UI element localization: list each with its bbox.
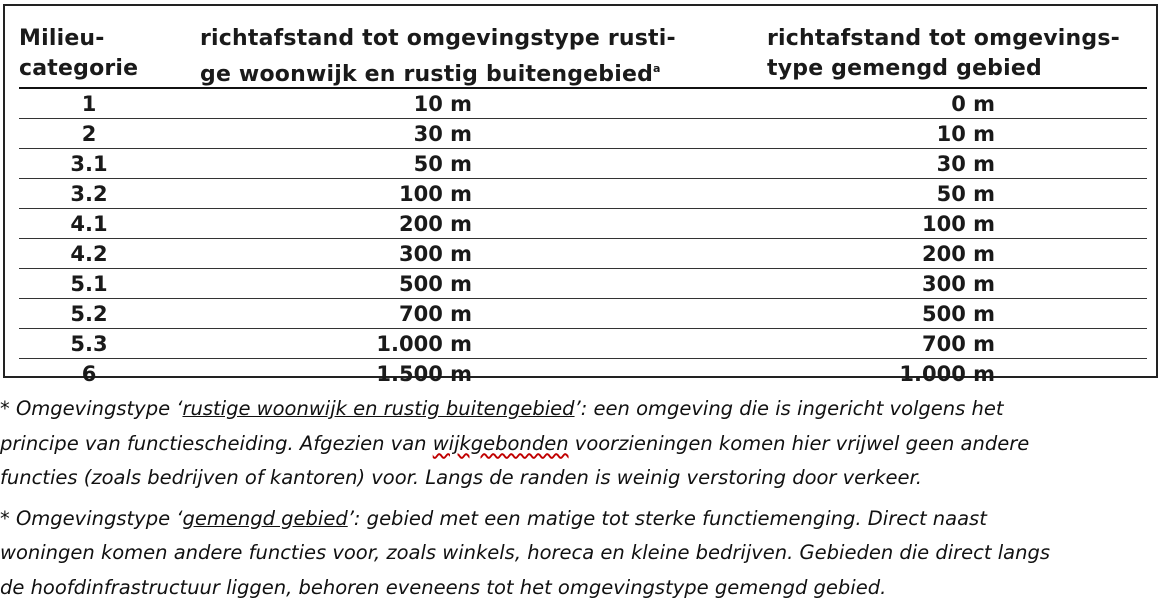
cell-rustig-distance: 50 m <box>413 152 472 176</box>
table-row <box>19 119 1147 149</box>
footnotes <box>0 392 1167 605</box>
note-gemengd <box>0 502 1167 606</box>
cell-milieucategorie: 3.2 <box>70 182 108 206</box>
spellcheck-word: wijkgebonden <box>432 431 569 455</box>
table-body <box>19 89 1147 388</box>
note-text: ’: gebied met een matige tot sterke functiemenging. Direct naast <box>347 506 987 530</box>
table-row <box>19 209 1147 239</box>
table-row <box>19 329 1147 359</box>
table-row <box>19 89 1147 119</box>
cell-gemengd-distance: 10 m <box>936 122 995 146</box>
header-line: type gemengd gebied <box>767 56 1042 81</box>
header-rustig-distance <box>200 24 676 90</box>
note-rustig <box>0 392 1167 496</box>
cell-rustig-distance: 1.000 m <box>376 332 472 356</box>
cell-milieucategorie: 5.3 <box>70 332 108 356</box>
table-row <box>19 359 1147 388</box>
cell-rustig-distance: 500 m <box>398 272 472 296</box>
table-row <box>19 149 1147 179</box>
note-term: rustige woonwijk en rustig buitengebied <box>182 397 575 420</box>
cell-milieucategorie: 2 <box>81 122 97 146</box>
cell-rustig-distance: 200 m <box>398 212 472 236</box>
cell-gemengd-distance: 700 m <box>921 332 995 356</box>
cell-milieucategorie: 5.1 <box>70 272 108 296</box>
note-line <box>0 392 1167 427</box>
header-line: Milieu- <box>19 26 105 51</box>
cell-rustig-distance: 100 m <box>398 182 472 206</box>
cell-gemengd-distance: 1.000 m <box>899 362 995 386</box>
footnote-marker: a <box>653 62 661 75</box>
cell-gemengd-distance: 0 m <box>951 92 995 116</box>
cell-gemengd-distance: 500 m <box>921 302 995 326</box>
cell-rustig-distance: 1.500 m <box>376 362 472 386</box>
cell-milieucategorie: 1 <box>81 92 97 116</box>
distance-table <box>3 4 1158 386</box>
cell-gemengd-distance: 100 m <box>921 212 995 236</box>
cell-rustig-distance: 10 m <box>413 92 472 116</box>
cell-gemengd-distance: 200 m <box>921 242 995 266</box>
cell-milieucategorie: 6 <box>81 362 97 386</box>
table-row <box>19 239 1147 269</box>
cell-gemengd-distance: 50 m <box>936 182 995 206</box>
header-line <box>200 54 676 90</box>
note-line <box>0 502 1167 537</box>
table-row <box>19 269 1147 299</box>
cell-milieucategorie: 3.1 <box>70 152 108 176</box>
note-text: voorzieningen komen hier vrijwel geen andere <box>568 431 1030 455</box>
note-term: gemengd gebied <box>182 506 348 530</box>
note-text: ’: een omgeving die is ingericht volgens het <box>574 397 1004 420</box>
cell-rustig-distance: 300 m <box>398 242 472 266</box>
cell-milieucategorie: 5.2 <box>70 302 108 326</box>
header-gemengd-distance <box>767 24 1120 84</box>
table-row <box>19 299 1147 329</box>
note-prefix: * Omgevingstype ‘ <box>0 506 183 530</box>
header-line-text: ge woonwijk en rustig buitengebied <box>200 62 654 87</box>
header-line: richtafstand tot omgevingstype rusti- <box>200 26 676 51</box>
cell-rustig-distance: 700 m <box>398 302 472 326</box>
header-line: categorie <box>19 56 139 81</box>
note-prefix: * Omgevingstype ‘ <box>0 397 183 420</box>
note-line <box>0 427 1167 462</box>
table-row <box>19 179 1147 209</box>
cell-milieucategorie: 4.1 <box>70 212 108 236</box>
note-text: principe van functiescheiding. Afgezien van <box>0 431 433 455</box>
cell-gemengd-distance: 300 m <box>921 272 995 296</box>
note-line: woningen komen andere functies voor, zoals winkels, horeca en kleine bedrijven. Gebieden die direct langs <box>0 541 1051 564</box>
cell-gemengd-distance: 30 m <box>936 152 995 176</box>
cell-milieucategorie: 4.2 <box>70 242 108 266</box>
note-line: functies (zoals bedrijven of kantoren) voor. Langs de randen is weinig verstoring door verkeer. <box>0 466 922 489</box>
note-line: de hoofdinfrastructuur liggen, behoren eveneens tot het omgevingstype gemengd gebied. <box>0 575 887 599</box>
cell-rustig-distance: 30 m <box>413 122 472 146</box>
header-line: richtafstand tot omgevings- <box>767 26 1120 51</box>
header-milieucategorie <box>19 24 138 84</box>
